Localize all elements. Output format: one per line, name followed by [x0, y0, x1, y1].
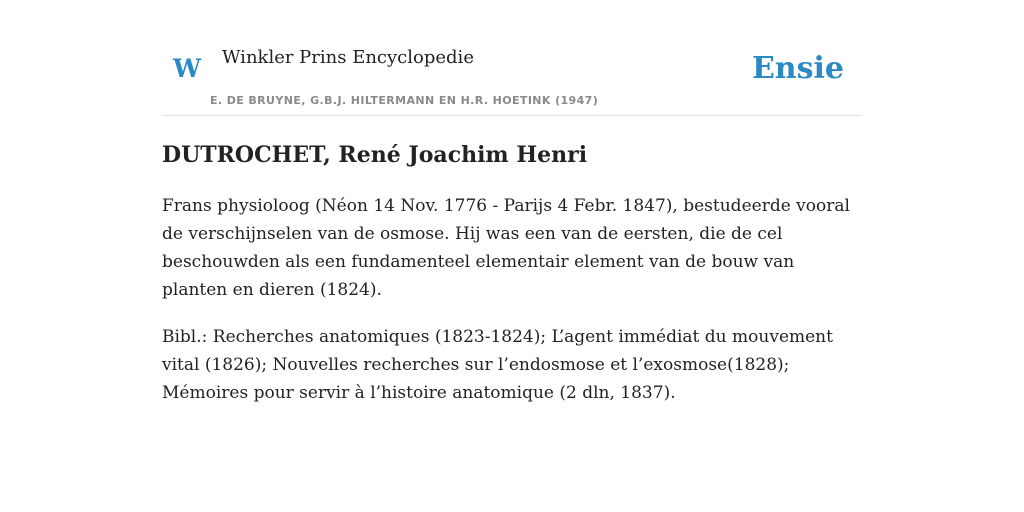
page: [162, 0, 862, 512]
entry-paragraph-description: Frans physioloog (Néon 14 Nov. 1776 - Parijs 4 Febr. 1847), bestudeerde vooral de verschijnselen van de osmose. Hij was een van de eersten, die de cel beschouwden als een fundamenteel elementair element van de bouw van planten en dieren (1824).: [162, 196, 850, 300]
entry-body: [162, 192, 862, 426]
entry-title: DUTROCHET, René Joachim Henri: [162, 142, 588, 168]
entry-paragraph-bibliography: Bibl.: Recherches anatomiques (1823-1824); L’agent immédiat du mouvement vital (1826); Nouvelles recherches sur l’endosmose et l’exosmose(1828); Mémoires pour servir à l’histoire anatomique (2 dln, 1837).: [162, 327, 833, 403]
source-logo-icon[interactable]: W: [173, 54, 202, 83]
source-authors: E. DE BRUYNE, G.B.J. HILTERMANN EN H.R. HOETINK (1947): [210, 94, 599, 107]
brand-logo[interactable]: Ensie: [751, 51, 844, 86]
source-title[interactable]: Winkler Prins Encyclopedie: [222, 47, 474, 68]
source-header: [162, 0, 862, 116]
